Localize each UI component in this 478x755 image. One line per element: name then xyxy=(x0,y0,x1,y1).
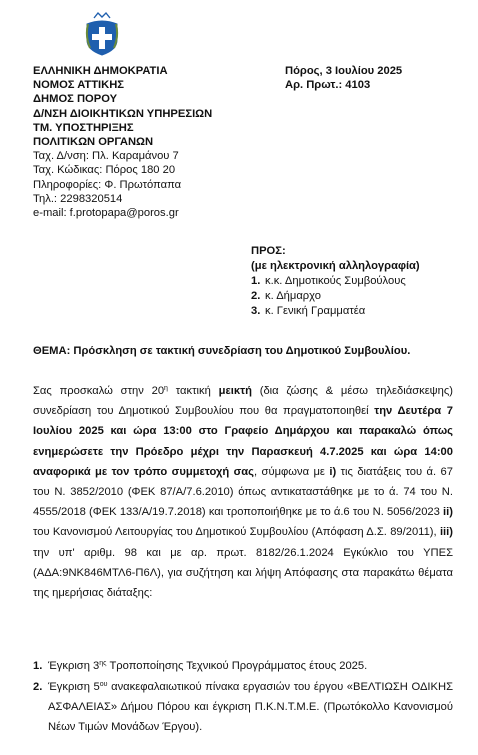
org-line: ΤΜ. ΥΠΟΣΤΗΡΙΞΗΣ xyxy=(33,121,134,134)
contact-line: Τηλ.: 2298320514 xyxy=(33,192,123,205)
recipient-number: 2. xyxy=(251,290,261,302)
org-line: ΕΛΛΗΝΙΚΗ ΔΗΜΟΚΡΑΤΙΑ xyxy=(33,65,168,77)
body-text: Σας προσκαλώ στην 20 xyxy=(33,385,165,397)
recipients-block xyxy=(251,244,420,319)
contact-line: Ταχ. Κώδικας: Πόρος 180 20 xyxy=(33,164,176,177)
agenda-item xyxy=(33,656,453,676)
body-text: τακτική xyxy=(167,385,219,397)
body-text: την υπ' αριθμ. 98 και με αρ. πρωτ. 8182/26.1.2024 Εγκύκλιο του ΥΠΕΣ (ΑΔΑ:9ΝΚ846ΜΤΛ6-Π6Λ), για συζήτηση και λήψη Απόφασης στα παρακάτω θέματα της ημερήσιας διάταξης: xyxy=(33,546,453,600)
org-line: ΝΟΜΟΣ ΑΤΤΙΚΗΣ xyxy=(33,79,125,92)
recipient-number: 1. xyxy=(251,275,261,287)
agenda-item-text-part: Έγκριση 3 xyxy=(48,660,100,672)
body-bold-text: μεικτή xyxy=(218,385,252,397)
recipient-text: κ. Δήμαρχο xyxy=(265,290,321,302)
recipient-text: κ. Γενική Γραμματέα xyxy=(265,305,366,317)
document-date: Πόρος, 3 Ιουλίου 2025 xyxy=(285,65,403,77)
org-line: ΔΗΜΟΣ ΠΟΡΟΥ xyxy=(33,93,118,106)
body-text: , σύμφωνα με xyxy=(254,465,330,478)
contact-line: Ταχ. Δ/νση: Πλ. Καραμάνου 7 xyxy=(33,150,179,163)
date-protocol-block xyxy=(285,64,402,92)
protocol-number: Αρ. Πρωτ.: 4103 xyxy=(285,79,371,92)
body-text: (δια ζώσης & μέσω τηλεδιάσκεψης) συνεδρίαση του Δημοτικού Συμβουλίου που θα πραγματοποιηθεί xyxy=(33,385,453,418)
ordinal-suffix: ου xyxy=(99,681,108,688)
recipients-title: ΠΡΟΣ: xyxy=(251,245,286,257)
agenda-item-text-part: ανακεφαλαιωτικού πίνακα εργασιών του έργου «ΒΕΛΤΙΩΣΗ ΟΔΙΚΗΣ ΑΣΦΑΛΕΙΑΣ» Δήμου Πόρου και έγκριση Π.Κ.Ν.Τ.Μ.Ε. (Πρωτόκολλο Κανονισμού Νέων Τιμών Μονάδων Έργου). xyxy=(48,681,453,733)
org-line: ΠΟΛΙΤΙΚΩΝ ΟΡΓΑΝΩΝ xyxy=(33,136,154,149)
agenda-item-text xyxy=(48,677,453,737)
org-line: Δ/ΝΣΗ ΔΙΟΙΚΗΤΙΚΩΝ ΥΠΗΡΕΣΙΩΝ xyxy=(33,107,213,120)
body-bold-text: iii) xyxy=(439,526,453,539)
body-paragraph xyxy=(33,381,453,603)
subject-line: ΘΕΜΑ: Πρόσκληση σε τακτική συνεδρίαση του Δημοτικού Συμβουλίου. xyxy=(33,345,411,357)
recipient-item xyxy=(251,274,420,289)
agenda-list xyxy=(33,656,453,737)
email-line: e-mail: f.protopapa@poros.gr xyxy=(33,207,179,220)
body-bold-text: την Δευτέρα 7 Ιουλίου 2025 και ώρα 13:00 στο Γραφείο Δημάρχου και παρακαλώ όπως ενημερώσετε την Πρόεδρο μέχρι την Παρασκευή 4.7.2025 και ώρα 14:00 αναφορικά με τον τρόπο συμμετοχή σας xyxy=(33,405,453,478)
agenda-item xyxy=(33,677,453,737)
ordinal-suffix: ης xyxy=(99,660,107,667)
recipients-subtitle: (με ηλεκτρονική αλληλογραφία) xyxy=(251,260,420,272)
contact-line: Πληροφορίες: Φ. Πρωτόπαπα xyxy=(33,178,182,191)
recipient-text: κ.κ. Δημοτικούς Συμβούλους xyxy=(265,275,406,287)
body-text: τις διατάξεις του ά. 67 του Ν. 3852/2010 (ΦΕΚ 87/Α/7.6.2010) όπως αντικαταστάθηκε με το ά. 74 του Ν. 4555/2018 (ΦΕΚ 133/Α/19.7.2018) και τροποποιήθηκε με το ά.6 του Ν. 5056/2023 xyxy=(33,465,453,519)
ordinal-suffix: η xyxy=(164,385,168,392)
greek-coat-of-arms-emblem-icon xyxy=(84,10,120,58)
recipient-item xyxy=(251,289,420,304)
agenda-item-number: 1. xyxy=(33,660,43,672)
agenda-item-text-part: Τροποποίησης Τεχνικού Προγράμματος έτους 2025. xyxy=(106,660,368,672)
body-text: του Κανονισμού Λειτουργίας του Δημοτικού Συμβουλίου (Απόφαση Δ.Σ. 89/2011), xyxy=(33,526,440,539)
sender-block xyxy=(33,64,212,220)
agenda-item-number: 2. xyxy=(33,681,43,693)
body-bold-text: ii) xyxy=(443,506,453,519)
body-bold-text: i) xyxy=(329,465,337,478)
recipients-list xyxy=(251,274,420,319)
recipient-item xyxy=(251,304,420,319)
agenda-item-text xyxy=(48,656,453,676)
agenda-item-text-part: Έγκριση 5 xyxy=(48,681,100,693)
recipient-number: 3. xyxy=(251,305,261,317)
